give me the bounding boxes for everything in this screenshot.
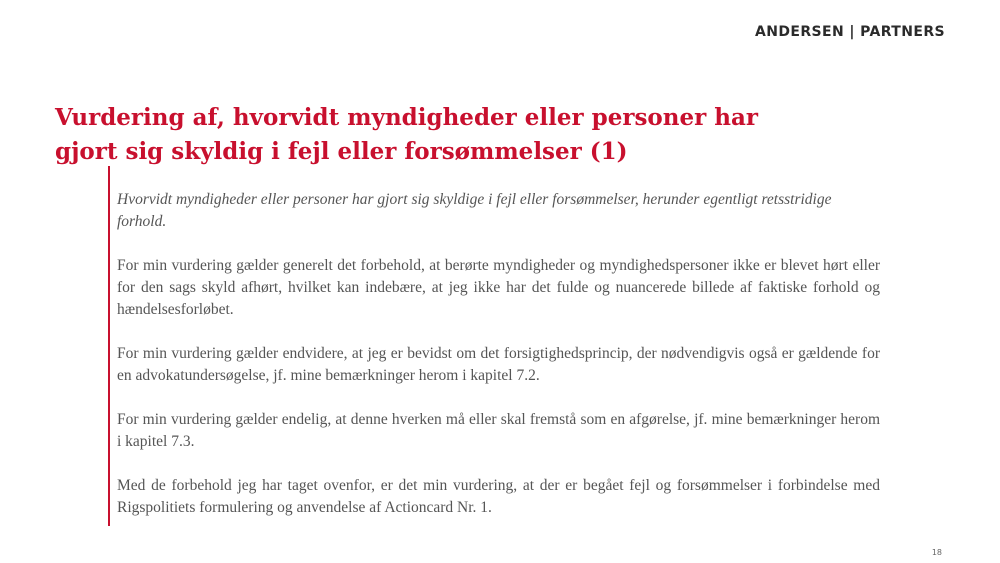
body-paragraph: Med de forbehold jeg har taget ovenfor, er det min vurdering, at der er begået fejl og forsømmelser i forbindelse med Rigspolitiets formulering og anvendelse af Actioncard Nr. 1. (117, 477, 880, 516)
company-logo: ANDERSEN | PARTNERS (755, 24, 945, 40)
page-number: 18 (931, 548, 942, 557)
accent-rule (108, 166, 110, 526)
body-paragraph: For min vurdering gælder generelt det forbehold, at berørte myndigheder og myndighedspersoner ikke er blevet hørt eller for den sags skyld afhørt, hvilket kan indebære, at jeg ikke har det fulde og nuancerede billede af faktiske forhold og hændelsesforløbet. (117, 257, 880, 318)
lead-paragraph: Hvorvidt myndigheder eller personer har gjort sig skyldige i fejl eller forsømmelser, herunder egentligt retsstridige forhold. (117, 191, 832, 230)
slide-title: Vurdering af, hvorvidt myndigheder eller personer har gjort sig skyldig i fejl eller forsømmelser (1) (55, 104, 758, 165)
body-paragraph: For min vurdering gælder endvidere, at jeg er bevidst om det forsigtighedsprincip, der nødvendigvis også er gældende for en advokatundersøgelse, jf. mine bemærkninger herom i kapitel 7.2. (117, 345, 880, 384)
body-paragraph: For min vurdering gælder endelig, at denne hverken må eller skal fremstå som en afgørelse, jf. mine bemærkninger herom i kapitel 7.3. (117, 411, 880, 450)
slide-body (117, 189, 880, 541)
